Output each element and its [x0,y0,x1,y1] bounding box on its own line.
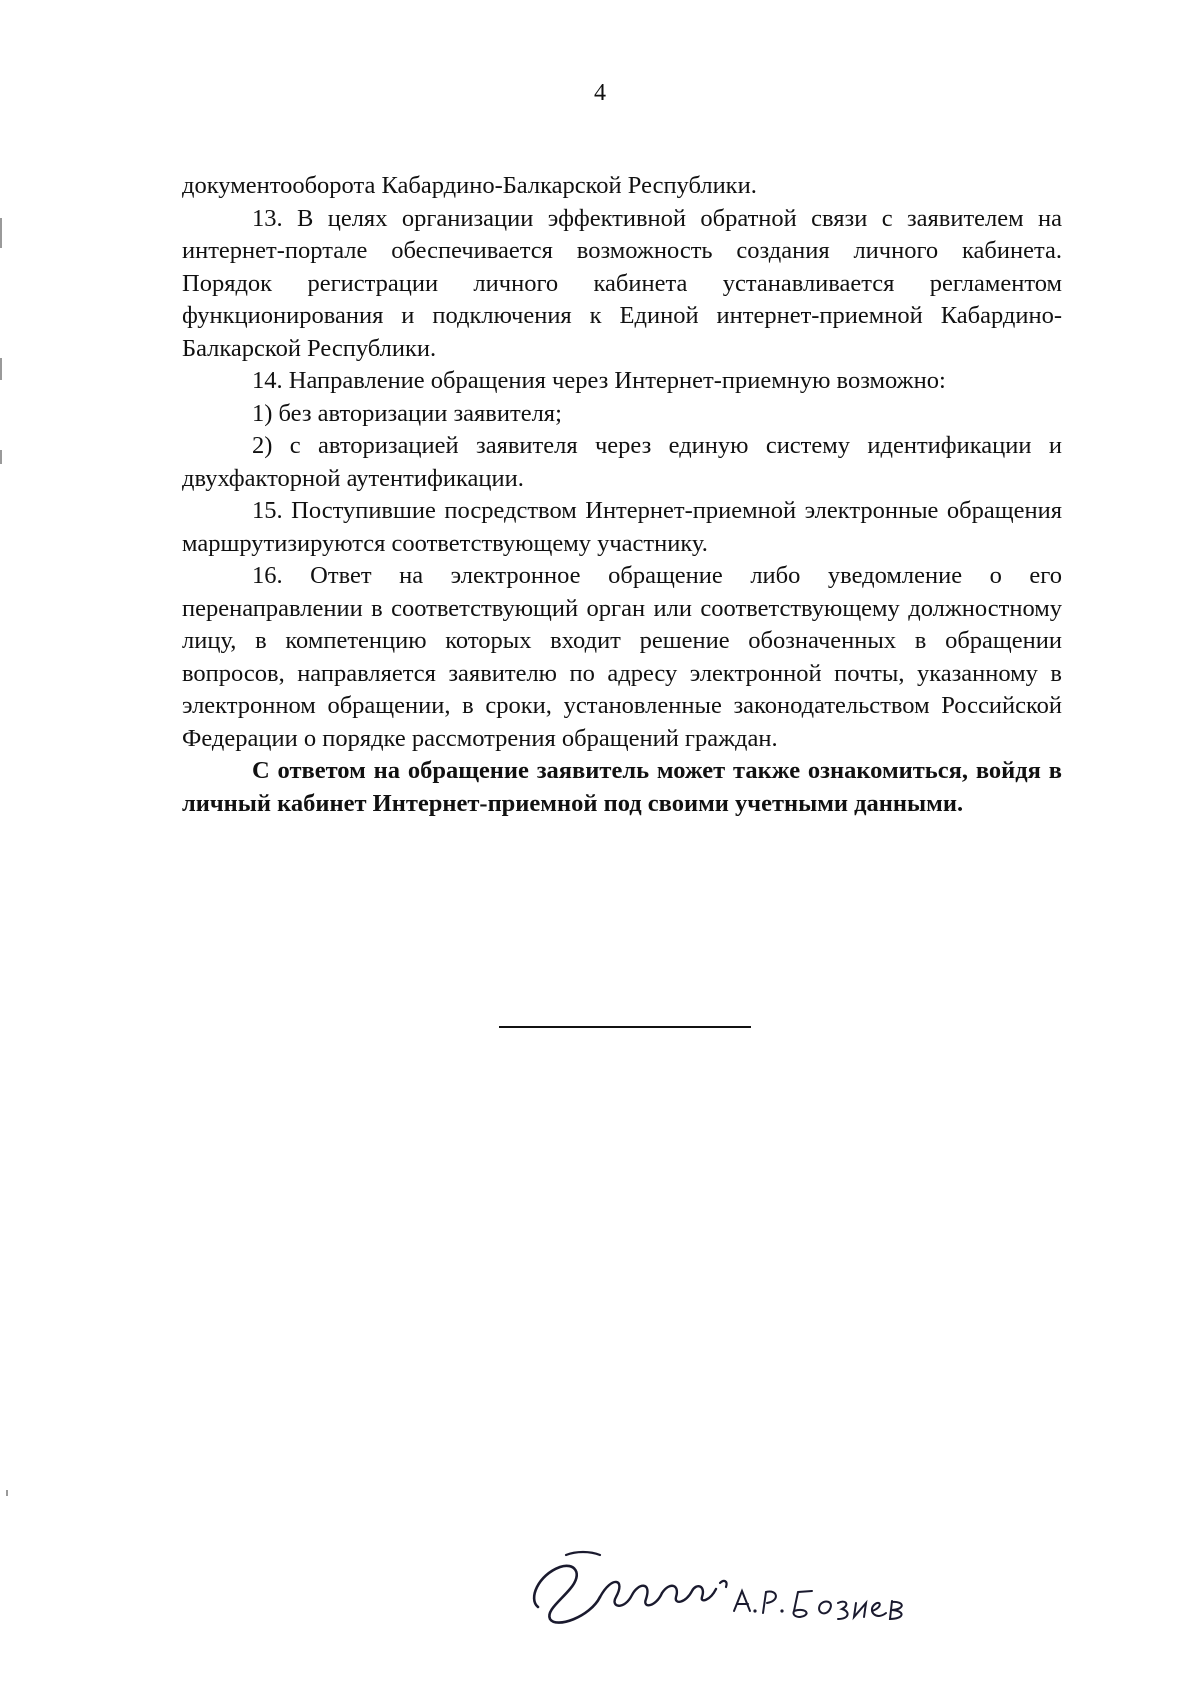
document-body [182,170,1062,820]
scan-artifact [0,218,2,248]
scan-artifact [6,1490,8,1496]
paragraph-item-13: 13. В целях организации эффективной обратной связи с заявителем на интернет-портале обеспечивается возможность создания личного кабинета. Порядок регистрации личного кабинета устанавливается регламентом функционирования и подключения к Единой интернет-приемной Кабардино-Балкарской Республики. [182,204,1062,362]
scan-artifact [0,450,2,464]
paragraph-item-14-sub-2: 2) с авторизацией заявителя через единую систему идентификации и двухфакторной аутентификации. [182,432,1062,492]
page-number: 4 [594,80,606,106]
paragraph-item-15: 15. Поступившие посредством Интернет-приемной электронные обращения маршрутизируются соответствующему участнику. [182,497,1062,557]
paragraph-item-14-sub-1: 1) без авторизации заявителя; [252,399,562,427]
paragraph-closing: С ответом на обращение заявитель может также ознакомиться, войдя в личный кабинет Интернет-приемной под своими учетными данными. [182,757,1062,817]
paragraph-item-14: 14. Направление обращения через Интернет-приемную возможно: [252,367,946,394]
paragraph-item-16: 16. Ответ на электронное обращение либо уведомление о его перенаправлении в соответствующий орган или соответствующему должностному лицу, в компетенцию которых входит решение обозначенных в обращении вопросов, направляется заявителю по адресу электронной почты, указанному в электронном обращении, в сроки, установленные законодательством Российской Федерации о порядке рассмотрения обращений граждан. [182,562,1062,752]
signature-block [520,1545,940,1635]
separator-line [499,1026,751,1028]
paragraph-continuation: документооборота Кабардино-Балкарской Республики. [182,172,757,199]
handwritten-signature [520,1545,940,1635]
scan-artifact [0,358,2,380]
